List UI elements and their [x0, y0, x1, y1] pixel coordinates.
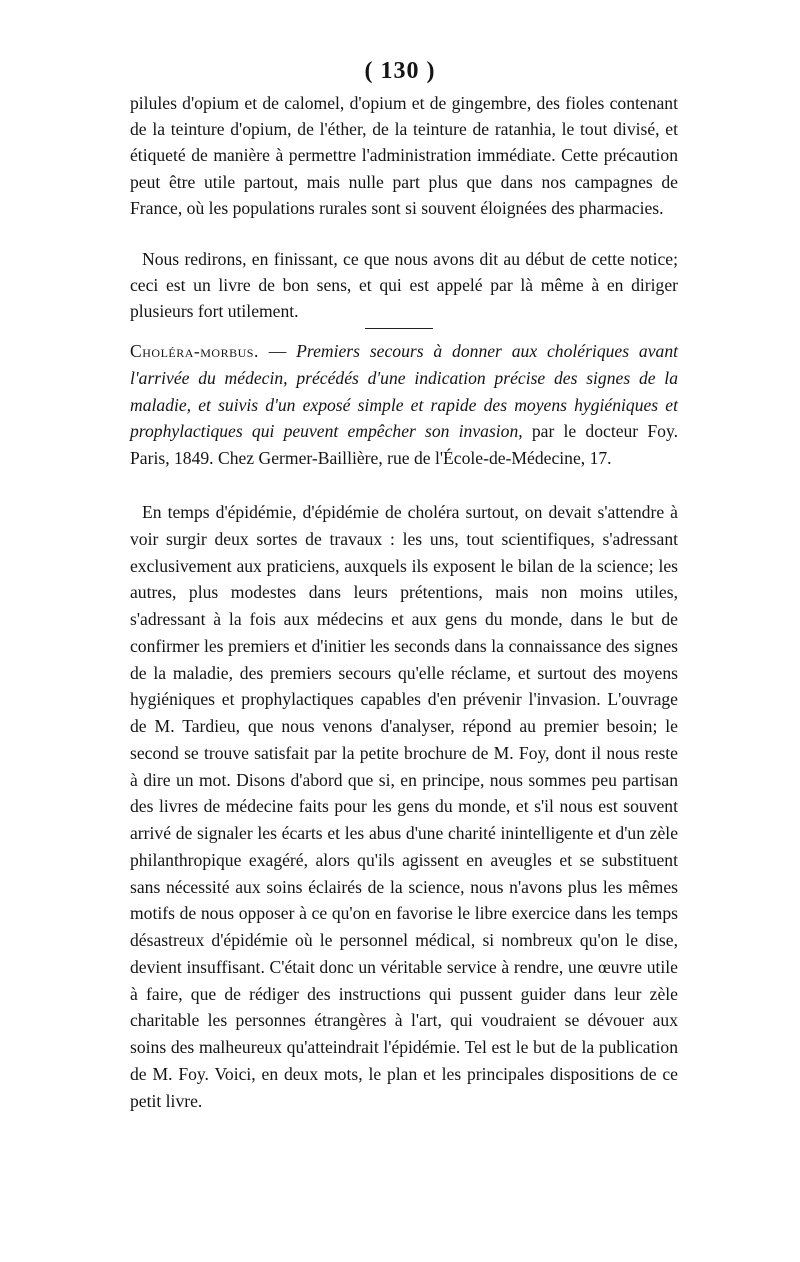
book-author: par le docteur Foy. — [522, 421, 678, 442]
review-entry — [130, 338, 678, 472]
section-divider — [365, 328, 433, 329]
review-heading: Choléra-morbus. — [130, 341, 259, 361]
review-dash: — — [258, 341, 297, 361]
page-number: ( 130 ) — [364, 58, 436, 84]
paragraph-closing-text: Nous redirons, en finissant, ce que nous avons dit au début de cette notice; ceci est un livre de bon sens, et qui est appelé par là même à en diriger plusieurs fort utilement. — [130, 249, 678, 322]
paragraph-continuation: pilules d'opium et de calomel, d'opium et de gingembre, des fioles contenant de la teinture d'opium, de l'éther, de la teinture de ratanhia, le tout divisé, et étiqueté de manière à permettre l'administration immédiate. Cette précaution peut être utile partout, mais nulle part plus que dans nos campagnes de France, où les populations rurales sont si souvent éloignées des pharmacies. — [130, 93, 678, 218]
paragraph-review-body — [130, 499, 678, 1114]
paragraph-review-text: En temps d'épidémie, d'épidémie de choléra surtout, on devait s'attendre à voir surgir deux sortes de travaux : les uns, tout scientifiques, s'adressant exclusivement aux praticiens, auxquels ils exposent le bilan de la science; les autres, plus modestes dans leurs prétentions, mais non moins utiles, s'adressant à la fois aux médecins et aux gens du monde, dans le but de confirmer les premiers et d'initier les seconds dans la connaissance des signes de la maladie, des premiers secours qu'elle réclame, et surtout des moyens hygiéniques et prophylactiques capables d'en prévenir l'invasion. L'ouvrage de M. Tardieu, que nous venons d'analyser, répond au premier besoin; le second se trouve satisfait par la petite brochure de M. Foy, dont il nous reste à dire un mot. Disons d'abord que si, en principe, nous sommes peu partisan des livres de médecine faits pour les gens du monde, et s'il nous est souvent arrivé de signaler les écarts et les abus d'une charité inintelligente et d'un zèle philanthropique exagéré, alors qu'ils agissent en aveugles et se substituent sans nécessité aux soins éclairés de la science, nous n'avons plus les mêmes motifs de nous opposer à ce qu'on en favorise le libre exercice dans les temps désastreux d'épidémie où le personnel médical, si nombreux qu'on le dise, devient insuffisant. C'était donc un véritable service à rendre, une œuvre utile à faire, que de rédiger des instructions qui pussent guider dans leur zèle charitable les personnes étrangères à l'art, qui voudraient se dévouer aux soins des malheureux qu'atteindrait l'épidémie. Tel est le but de la publication de M. Foy. Voici, en deux mots, le plan et les principales dispositions de ce petit livre. — [130, 502, 678, 1111]
book-title: Premiers secours à donner aux cholériques avant l'arrivée du médecin, précédés d'une indication précise des signes de la maladie, et suivis d'un exposé simple et rapide des moyens hygiéniques et prophylactiques qui peuvent empêcher son invasion, — [130, 341, 678, 442]
paragraph-closing-remark — [130, 246, 678, 325]
book-publication: Paris, 1849. Chez Germer-Baillière, rue de l'École-de-Médecine, 17. — [130, 448, 612, 469]
